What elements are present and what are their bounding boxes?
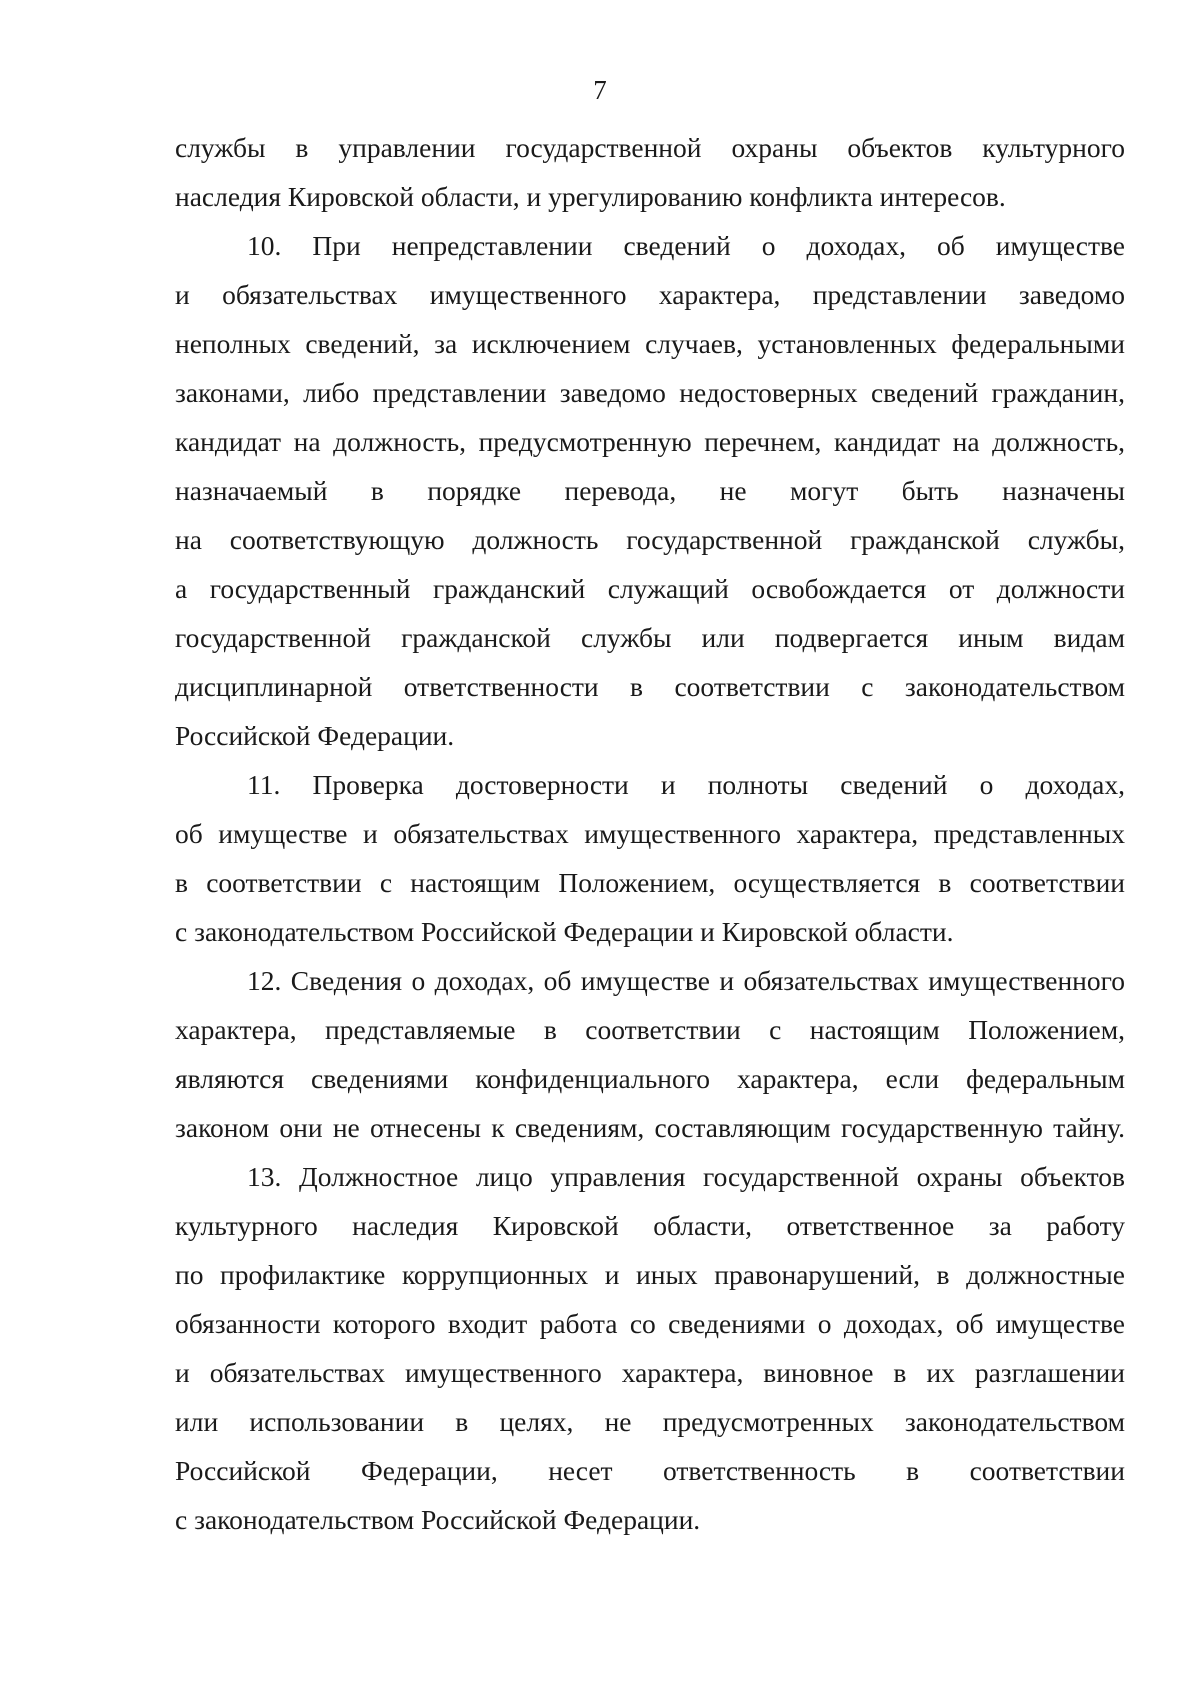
text-line: Российской Федерации.	[175, 720, 455, 751]
text-line: назначаемый в порядке перевода, не могут быть назначены	[175, 475, 1125, 506]
text-line: а государственный гражданский служащий освобождается от должности	[175, 573, 1125, 604]
text-line: законами, либо представлении заведомо недостоверных сведений гражданин,	[175, 377, 1125, 408]
text-line: службы в управлении государственной охраны объектов культурного	[175, 132, 1125, 163]
text-line: Российской Федерации, несет ответственность в соответствии	[175, 1455, 1125, 1486]
paragraph-13	[175, 1152, 1125, 1544]
text-line: 10. При непредставлении сведений о доходах, об имуществе	[247, 230, 1125, 261]
text-line: и обязательствах имущественного характера, представлении заведомо	[175, 279, 1125, 310]
text-line: характера, представляемые в соответствии с настоящим Положением,	[175, 1014, 1125, 1045]
page-number: 7	[593, 75, 607, 105]
paragraph-11	[175, 760, 1125, 956]
text-line: дисциплинарной ответственности в соответствии с законодательством	[175, 671, 1125, 702]
text-line: с законодательством Российской Федерации и Кировской области.	[175, 916, 954, 947]
text-line: законом они не отнесены к сведениям, составляющим государственную тайну.	[175, 1112, 1125, 1143]
text-line: 11. Проверка достоверности и полноты сведений о доходах,	[247, 769, 1125, 800]
text-line: государственной гражданской службы или подвергается иным видам	[175, 622, 1125, 653]
paragraph-10	[175, 221, 1125, 760]
text-line: кандидат на должность, предусмотренную перечнем, кандидат на должность,	[175, 426, 1125, 457]
text-line: обязанности которого входит работа со сведениями о доходах, об имуществе	[175, 1308, 1125, 1339]
text-line: в соответствии с настоящим Положением, осуществляется в соответствии	[175, 867, 1125, 898]
text-line: на соответствующую должность государственной гражданской службы,	[175, 524, 1125, 555]
paragraph-continuation	[175, 123, 1125, 221]
text-line: с законодательством Российской Федерации.	[175, 1504, 701, 1535]
text-line: 13. Должностное лицо управления государственной охраны объектов	[247, 1161, 1125, 1192]
document-body	[175, 123, 1125, 1544]
text-line: по профилактике коррупционных и иных правонарушений, в должностные	[175, 1259, 1125, 1290]
text-line: и обязательствах имущественного характера, виновное в их разглашении	[175, 1357, 1125, 1388]
text-line: наследия Кировской области, и урегулированию конфликта интересов.	[175, 181, 1006, 212]
text-line: или использовании в целях, не предусмотренных законодательством	[175, 1406, 1125, 1437]
paragraph-12	[175, 956, 1125, 1152]
text-line: 12. Сведения о доходах, об имуществе и обязательствах имущественного	[247, 965, 1125, 996]
text-line: неполных сведений, за исключением случаев, установленных федеральными	[175, 328, 1125, 359]
text-line: об имуществе и обязательствах имущественного характера, представленных	[175, 818, 1125, 849]
text-line: культурного наследия Кировской области, ответственное за работу	[175, 1210, 1125, 1241]
text-line: являются сведениями конфиденциального характера, если федеральным	[175, 1063, 1125, 1094]
